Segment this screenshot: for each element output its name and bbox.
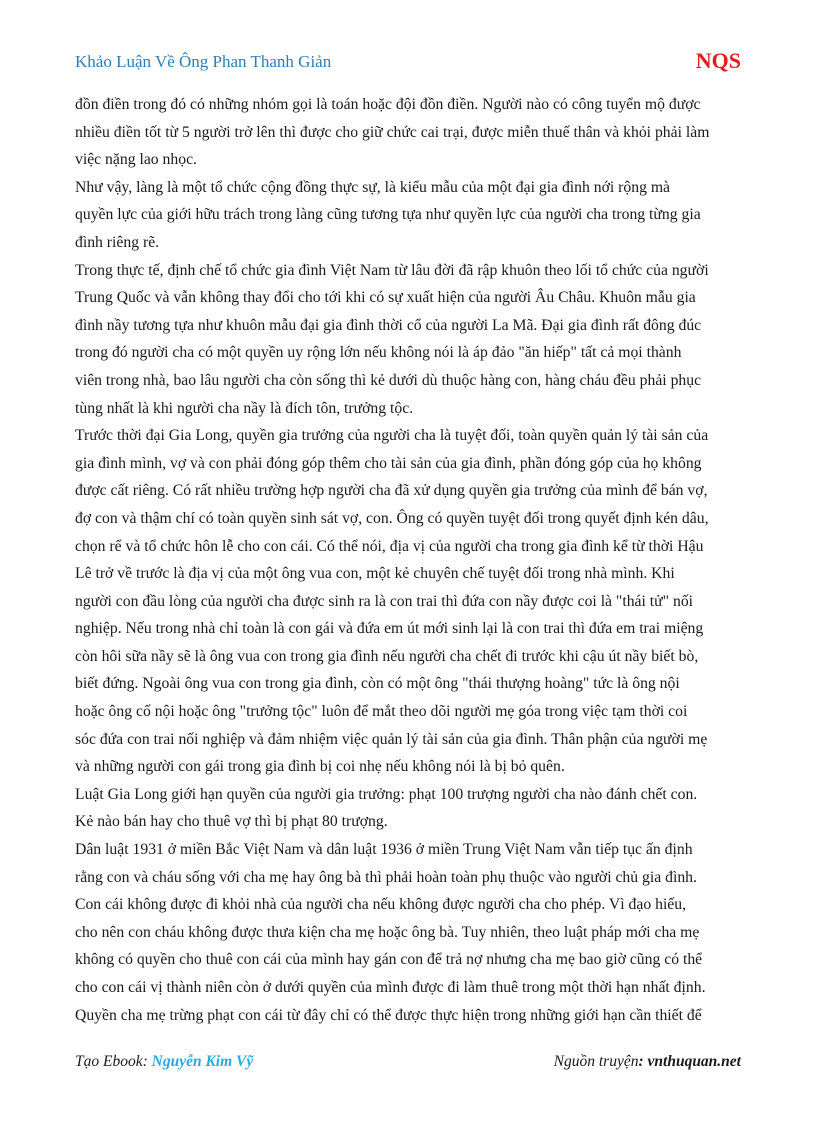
document-title: Khảo Luận Về Ông Phan Thanh Giản bbox=[75, 52, 332, 71]
source-link[interactable]: vnthuquan.net bbox=[647, 1053, 741, 1070]
paragraph bbox=[75, 781, 743, 836]
paragraph bbox=[75, 91, 743, 174]
text-line: tùng nhất là khi người cha nầy là đích tôn, trưởng tộc. bbox=[75, 399, 414, 417]
text-line: đồn điền trong đó có những nhóm gọi là toán hoặc đội đồn điền. Người nào có công tuyển mộ được bbox=[75, 96, 701, 113]
text-line: được cất riêng. Có rất nhiều trường hợp người cha đã xử dụng quyền gia trưởng của mình để bán vợ, bbox=[75, 482, 708, 500]
source-label: Nguồn truyện bbox=[553, 1053, 639, 1070]
source-separator: : bbox=[638, 1053, 648, 1070]
text-line: quyền lực của giới hữu trách trong làng cũng tương tựa như quyền lực của người cha trong từng gia bbox=[75, 206, 701, 224]
text-line: chọn rể và tổ chức hôn lễ cho con cái. Có thể nói, địa vị của người cha trong gia đình kể từ thời Hậu bbox=[75, 537, 704, 555]
text-line: gia đình mình, vợ và con phải đóng góp thêm cho tài sản của gia đình, phần đóng góp của họ không bbox=[75, 454, 702, 472]
source-credit bbox=[554, 1053, 741, 1071]
text-line: và những người con gái trong gia đình bị coi nhẹ nếu không nói là bị bỏ quên. bbox=[75, 758, 565, 776]
text-line: đình nầy tương tựa như khuôn mẫu đại gia đình thời cổ của người La Mã. Đại gia đình rất đông đúc bbox=[75, 316, 702, 334]
creator-label: Tạo Ebook bbox=[75, 1053, 143, 1070]
text-line: Trước thời đại Gia Long, quyền gia trưởng của người cha là tuyệt đối, toàn quyền quản lý tài sản của bbox=[75, 427, 709, 445]
text-line: người con đầu lòng của người cha được sinh ra là con trai thì đứa con nầy được coi là "thái tử" nối bbox=[75, 592, 694, 610]
text-line: trong đó người cha có một quyền uy rộng lớn nếu không nói là áp đảo "ăn hiếp" tất cả mọi thành bbox=[75, 344, 682, 362]
text-line: Quyền cha mẹ trừng phạt con cái từ đây chỉ có thể được thực hiện trong những giới hạn cần thiết để bbox=[75, 1006, 702, 1024]
text-line: hoặc ông cố nội hoặc ông "trưởng tộc" luôn để mắt theo dõi người mẹ góa trong việc tạm thời coi bbox=[75, 703, 688, 721]
ebook-credit bbox=[75, 1053, 253, 1071]
publisher-mark: NQS bbox=[695, 48, 741, 73]
text-line: không có quyền cho thuê con cái của mình hay gán con để trả nợ nhưng cha mẹ bao giờ cũng có thể bbox=[75, 951, 703, 969]
text-line: còn hôi sữa nầy sẽ là ông vua con trong gia đình nếu người cha chết đi trước khi cậu út nầy biết bò, bbox=[75, 647, 699, 665]
text-line: Kẻ nào bán hay cho thuê vợ thì bị phạt 80 trượng. bbox=[75, 813, 388, 831]
paragraph bbox=[75, 257, 743, 423]
paragraph bbox=[75, 174, 743, 257]
text-line: Trung Quốc và vẫn không thay đổi cho tới khi có sự xuất hiện của người Âu Châu. Khuôn mẫu gia bbox=[75, 289, 696, 307]
text-line: viên trong nhà, bao lâu người cha còn sống thì kẻ dưới dù thuộc hàng con, hàng cháu đều phải phục bbox=[75, 371, 702, 389]
text-line: biết đứng. Ngoài ông vua con trong gia đình, còn có một ông "thái thượng hoàng" tức là ông nội bbox=[75, 675, 680, 693]
paragraph bbox=[75, 422, 743, 781]
creator-separator: : bbox=[142, 1053, 152, 1070]
page-footer bbox=[75, 1053, 741, 1077]
text-line: Con cái không được đi khỏi nhà của người cha nếu không được người cha cho phép. Vì đạo hiếu, bbox=[75, 896, 687, 914]
page-header bbox=[75, 48, 741, 78]
text-line: việc nặng lao nhọc. bbox=[75, 151, 197, 169]
text-line: Trong thực tế, định chế tổ chức gia đình Việt Nam từ lâu đời đã rập khuôn theo lối tổ chức của người bbox=[75, 261, 709, 279]
text-line: cho con cái vị thành niên còn ở dưới quyền của mình được đi làm thuê trong một thời hạn nhất định. bbox=[75, 979, 706, 996]
creator-name: Nguyễn Kim Vỹ bbox=[151, 1053, 254, 1070]
text-line: nhiều điền tốt từ 5 người trở lên thì được cho giữ chức cai trại, được miễn thuế thân và khỏi phải làm bbox=[75, 123, 710, 141]
text-line: Dân luật 1931 ở miền Bắc Việt Nam và dân luật 1936 ở miền Trung Việt Nam vẫn tiếp tục ấn định bbox=[75, 841, 693, 859]
text-line: Luật Gia Long giới hạn quyền của người gia trưởng: phạt 100 trượng người cha nào đánh chết con. bbox=[75, 785, 698, 803]
text-line: sóc đứa con trai nối nghiệp và đảm nhiệm việc quản lý tài sản của gia đình. Thân phận của người mẹ bbox=[75, 730, 708, 748]
text-line: Lê trở về trước là địa vị của một ông vua con, một kẻ chuyên chế tuyệt đối trong nhà mình. Khi bbox=[75, 565, 675, 583]
text-line: đình riêng rẽ. bbox=[75, 233, 160, 251]
document-body bbox=[75, 91, 743, 1029]
text-line: đợ con và thậm chí có toàn quyền sinh sát vợ, con. Ông có quyền tuyệt đối trong quyết định kén dâu, bbox=[75, 509, 709, 527]
text-line: nghiệp. Nếu trong nhà chỉ toàn là con gái và đứa em út mới sinh lại là con trai thì đứa em trai miệng bbox=[75, 620, 704, 638]
text-line: rằng con và cháu sống với cha mẹ hay ông bà thì phải hoàn toàn phụ thuộc vào người chủ gia đình. bbox=[75, 868, 697, 886]
text-line: cho nên con cháu không được thưa kiện cha mẹ hoặc ông bà. Tuy nhiên, theo luật pháp mới cha mẹ bbox=[75, 923, 700, 941]
paragraph bbox=[75, 836, 743, 1029]
text-line: Như vậy, làng là một tổ chức cộng đồng thực sự, là kiểu mẫu của một đại gia đình nới rộng mà bbox=[75, 178, 671, 196]
